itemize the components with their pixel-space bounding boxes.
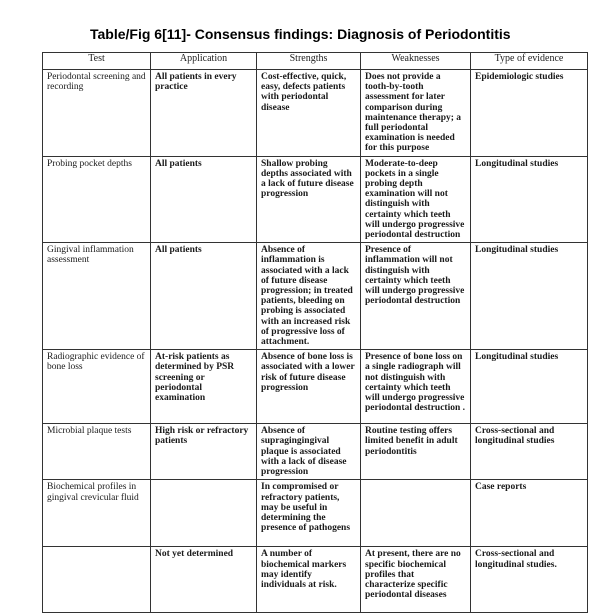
- cell-evidence: Epidemiologic studies: [471, 70, 588, 157]
- cell-strengths: Absence of inflammation is associated with a lack of future disease progression; in treated patients, bleeding on probing is associated with an increased risk of progressive loss of attachment.: [257, 243, 361, 350]
- table-row: [43, 70, 588, 157]
- table-row: [43, 480, 588, 547]
- cell-weaknesses: Presence of inflammation will not distinguish with certainty which teeth will undergo progressive periodontal destruction: [361, 243, 471, 350]
- cell-test: Microbial plaque tests: [43, 424, 151, 480]
- cell-test: Periodontal screening and recording: [43, 70, 151, 157]
- cell-application: All patients in every practice: [151, 70, 257, 157]
- cell-test: Radiographic evidence of bone loss: [43, 350, 151, 424]
- cell-strengths: Absence of bone loss is associated with a lower risk of future disease progression: [257, 350, 361, 424]
- cell-weaknesses: Presence of bone loss on a single radiograph will not distinguish with certainty which teeth will undergo progressive periodontal destruction .: [361, 350, 471, 424]
- header-weaknesses: Weaknesses: [361, 53, 471, 70]
- cell-application: High risk or refractory patients: [151, 424, 257, 480]
- findings-table: [42, 52, 588, 613]
- cell-test: Gingival inflammation assessment: [43, 243, 151, 350]
- cell-weaknesses: Moderate-to-deep pockets in a single probing depth examination will not distinguish with certainty which teeth will undergo progressive periodontal destruction: [361, 156, 471, 243]
- cell-weaknesses: [361, 480, 471, 547]
- cell-strengths: In compromised or refractory patients, may be useful in determining the presence of pathogens: [257, 480, 361, 547]
- cell-strengths: A number of biochemical markers may identify individuals at risk.: [257, 547, 361, 613]
- table-caption: Table/Fig 6[11]- Consensus findings: Diagnosis of Periodontitis: [90, 26, 511, 42]
- table-row: [43, 156, 588, 243]
- cell-evidence: Cross-sectional and longitudinal studies: [471, 424, 588, 480]
- cell-strengths: Shallow probing depths associated with a lack of future disease progression: [257, 156, 361, 243]
- cell-weaknesses: At present, there are no specific biochemical profiles that characterize specific periodontal diseases: [361, 547, 471, 613]
- cell-strengths: Absence of supragingingival plaque is associated with a lack of disease progression: [257, 424, 361, 480]
- table-row: [43, 350, 588, 424]
- cell-evidence: Cross-sectional and longitudinal studies.: [471, 547, 588, 613]
- cell-weaknesses: Does not provide a tooth-by-tooth assessment for later comparison during maintenance therapy; a full periodontal examination is needed for this purpose: [361, 70, 471, 157]
- cell-evidence: Longitudinal studies: [471, 350, 588, 424]
- cell-test: Probing pocket depths: [43, 156, 151, 243]
- cell-test: Biochemical profiles in gingival crevicular fluid: [43, 480, 151, 547]
- cell-evidence: Longitudinal studies: [471, 243, 588, 350]
- cell-weaknesses: Routine testing offers limited benefit in adult periodontitis: [361, 424, 471, 480]
- cell-application: At-risk patients as determined by PSR screening or periodontal examination: [151, 350, 257, 424]
- header-test: Test: [43, 53, 151, 70]
- header-application: Application: [151, 53, 257, 70]
- header-evidence: Type of evidence: [471, 53, 588, 70]
- cell-application: All patients: [151, 156, 257, 243]
- cell-application: Not yet determined: [151, 547, 257, 613]
- table-row: [43, 424, 588, 480]
- header-strengths: Strengths: [257, 53, 361, 70]
- cell-strengths: Cost-effective, quick, easy, defects patients with periodontal disease: [257, 70, 361, 157]
- header-row: [43, 53, 588, 70]
- cell-evidence: Longitudinal studies: [471, 156, 588, 243]
- table-row: [43, 243, 588, 350]
- cell-evidence: Case reports: [471, 480, 588, 547]
- cell-application: [151, 480, 257, 547]
- cell-application: All patients: [151, 243, 257, 350]
